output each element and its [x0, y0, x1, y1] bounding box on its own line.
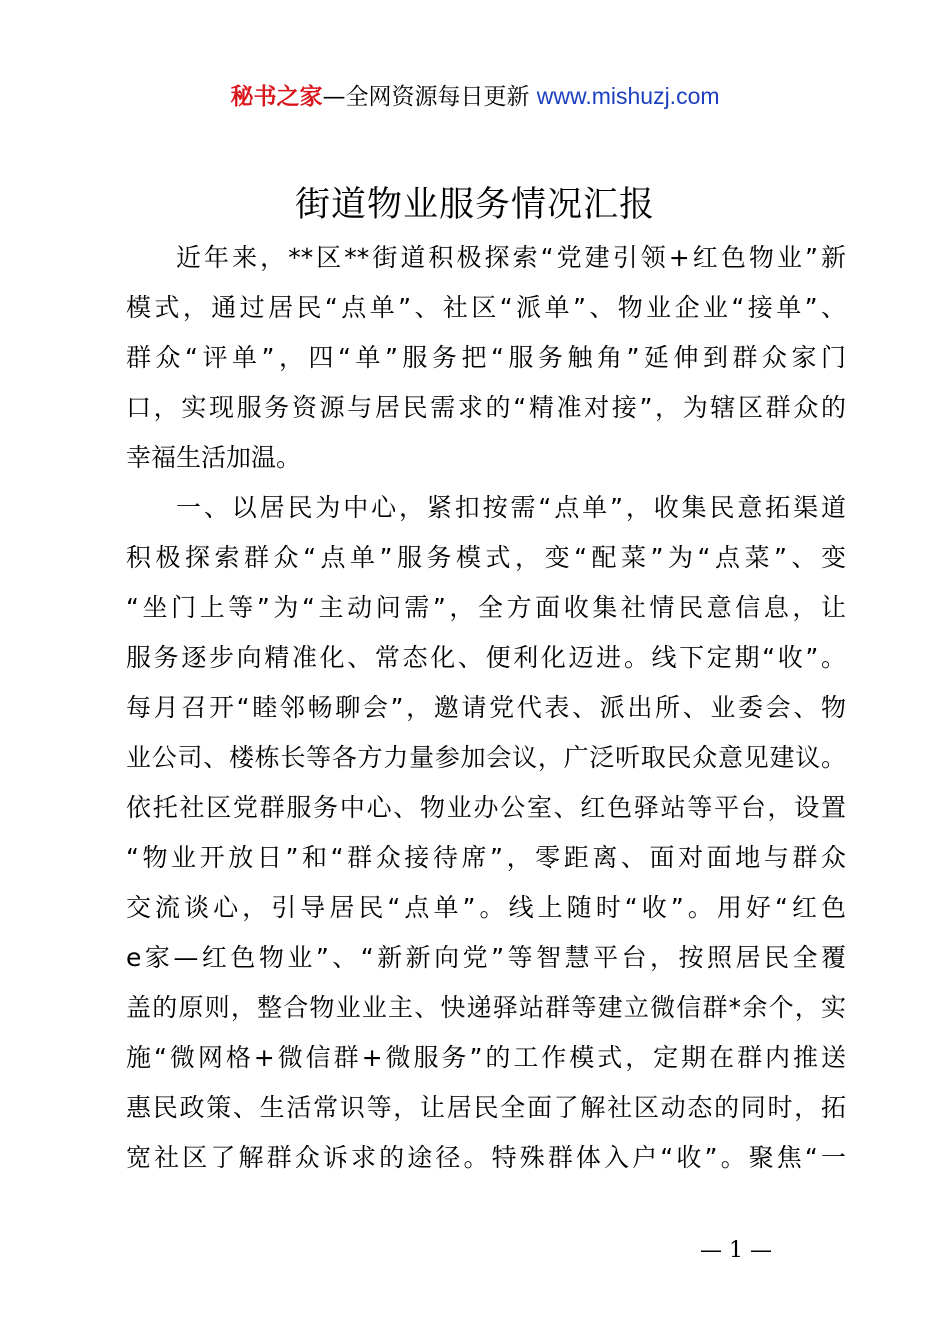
- paragraph-line: 业公司、楼栋长等各方力量参加会议，广泛听取民众意见建议。: [126, 743, 846, 772]
- paragraph-line: “坐门上等”为“主动问需”，全方面收集社情民意信息，让: [126, 593, 846, 622]
- paragraph-line: 模式，通过居民“点单”、社区“派单”、物业企业“接单”、: [126, 293, 846, 322]
- paragraph-line: 口，实现服务资源与居民需求的“精准对接”，为辖区群众的: [126, 393, 846, 422]
- paragraph-line: “物业开放日”和“群众接待席”，零距离、面对面地与群众: [126, 843, 846, 872]
- paragraph-line: e家—红色物业”、“新新向党”等智慧平台，按照居民全覆: [126, 943, 846, 972]
- paragraph-line: 交流谈心，引导居民“点单”。线上随时“收”。用好“红色: [126, 893, 846, 922]
- section-heading-line: 一、以居民为中心，紧扣按需“点单”，收集民意拓渠道: [176, 493, 846, 522]
- paragraph-line: 幸福生活加温。: [126, 443, 302, 472]
- paragraph-line: 积极探索群众“点单”服务模式，变“配菜”为“点菜”、变: [126, 543, 846, 572]
- paragraph-line: 每月召开“睦邻畅聊会”，邀请党代表、派出所、业委会、物: [126, 693, 846, 722]
- paragraph-line: 施“微网格+微信群+微服务”的工作模式，定期在群内推送: [126, 1043, 846, 1072]
- paragraph-line: 近年来，**区**街道积极探索“党建引领+红色物业”新: [176, 243, 846, 272]
- document-title: 街道物业服务情况汇报: [294, 185, 655, 225]
- document-body: [126, 233, 846, 1183]
- site-url-link[interactable]: www.mishuzj.com: [536, 83, 720, 109]
- paragraph-line: 盖的原则，整合物业业主、快递驿站群等建立微信群*余个，实: [126, 993, 846, 1022]
- paragraph-line: 服务逐步向精准化、常态化、便利化迈进。线下定期“收”。: [126, 643, 846, 672]
- brand-name: 秘书之家: [230, 84, 323, 110]
- page-number: — 1 —: [700, 1238, 772, 1263]
- paragraph-line: 群众“评单”，四“单”服务把“服务触角”延伸到群众家门: [126, 343, 846, 372]
- paragraph-line: 惠民政策、生活常识等，让居民全面了解社区动态的同时，拓: [126, 1093, 846, 1122]
- paragraph-line: 宽社区了解群众诉求的途径。特殊群体入户“收”。聚焦“一: [126, 1143, 846, 1172]
- site-header: [0, 80, 950, 113]
- header-slogan: —全网资源每日更新: [322, 84, 537, 110]
- paragraph-line: 依托社区党群服务中心、物业办公室、红色驿站等平台，设置: [126, 793, 846, 822]
